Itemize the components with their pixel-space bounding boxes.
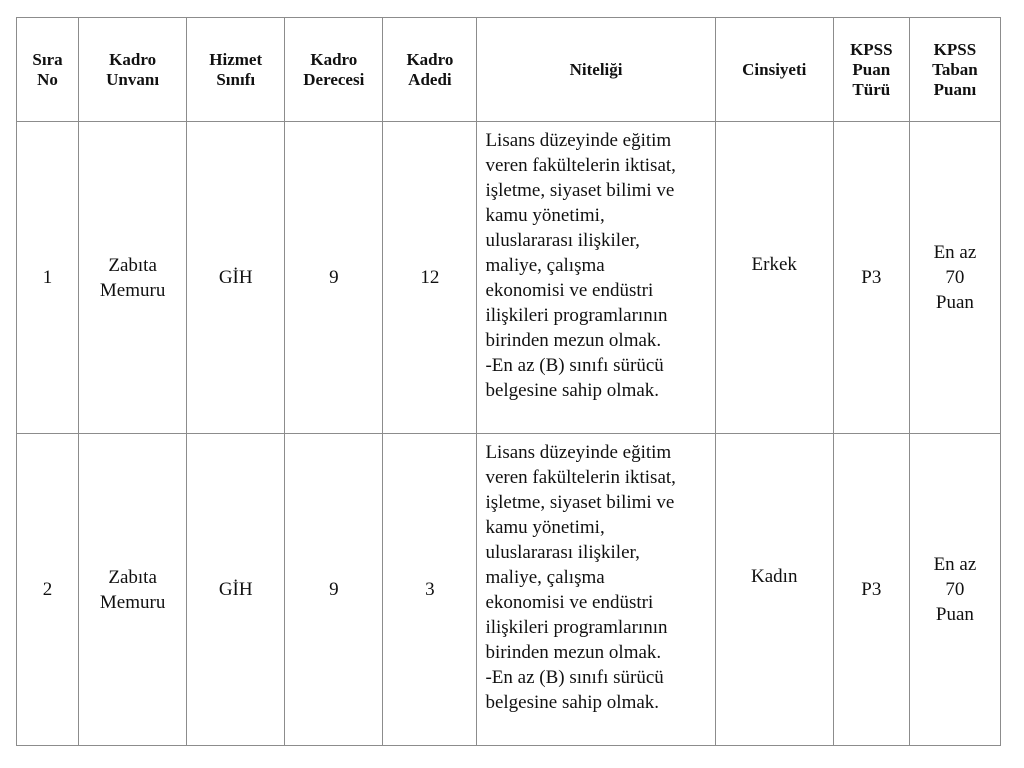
- cell-kadro-adedi: 12: [383, 122, 477, 434]
- header-kpss-taban-puani: KPSS Taban Puanı: [909, 18, 1000, 122]
- cell-kadro-unvani: Zabıta Memuru: [79, 122, 187, 434]
- cell-sira-no: 2: [17, 434, 79, 746]
- cell-hizmet-sinifi: GİH: [187, 122, 285, 434]
- header-row: [17, 18, 1001, 122]
- cell-cinsiyeti: Erkek: [715, 122, 833, 434]
- table-row: [17, 434, 1001, 746]
- cell-niteligi: Lisans düzeyinde eğitim veren fakültelerin iktisat, işletme, siyaset bilimi ve kamu yönetimi, uluslararası ilişkiler, maliye, çalışma ekonomisi ve endüstri ilişkileri programlarının birinden mezun olmak. -En az (B) sınıfı sürücü belgesine sahip olmak.: [477, 434, 715, 746]
- cell-kpss-taban-puani: En az 70 Puan: [909, 434, 1000, 746]
- kadro-table: [16, 17, 1001, 746]
- cell-kadro-derecesi: 9: [285, 434, 383, 746]
- cell-kadro-adedi: 3: [383, 434, 477, 746]
- header-hizmet-sinifi: Hizmet Sınıfı: [187, 18, 285, 122]
- cell-kpss-taban-puani: En az 70 Puan: [909, 122, 1000, 434]
- cell-kpss-puan-turu: P3: [833, 122, 909, 434]
- cell-kadro-derecesi: 9: [285, 122, 383, 434]
- header-kadro-unvani: Kadro Unvanı: [79, 18, 187, 122]
- table-row: [17, 122, 1001, 434]
- header-kpss-puan-turu: KPSS Puan Türü: [833, 18, 909, 122]
- cell-hizmet-sinifi: GİH: [187, 434, 285, 746]
- header-cinsiyeti: Cinsiyeti: [715, 18, 833, 122]
- header-kadro-adedi: Kadro Adedi: [383, 18, 477, 122]
- cell-niteligi: Lisans düzeyinde eğitim veren fakültelerin iktisat, işletme, siyaset bilimi ve kamu yönetimi, uluslararası ilişkiler, maliye, çalışma ekonomisi ve endüstri ilişkileri programlarının birinden mezun olmak. -En az (B) sınıfı sürücü belgesine sahip olmak.: [477, 122, 715, 434]
- header-niteligi: Niteliği: [477, 18, 715, 122]
- cell-kpss-puan-turu: P3: [833, 434, 909, 746]
- header-kadro-derecesi: Kadro Derecesi: [285, 18, 383, 122]
- cell-sira-no: 1: [17, 122, 79, 434]
- cell-cinsiyeti: Kadın: [715, 434, 833, 746]
- header-sira-no: Sıra No: [17, 18, 79, 122]
- cell-kadro-unvani: Zabıta Memuru: [79, 434, 187, 746]
